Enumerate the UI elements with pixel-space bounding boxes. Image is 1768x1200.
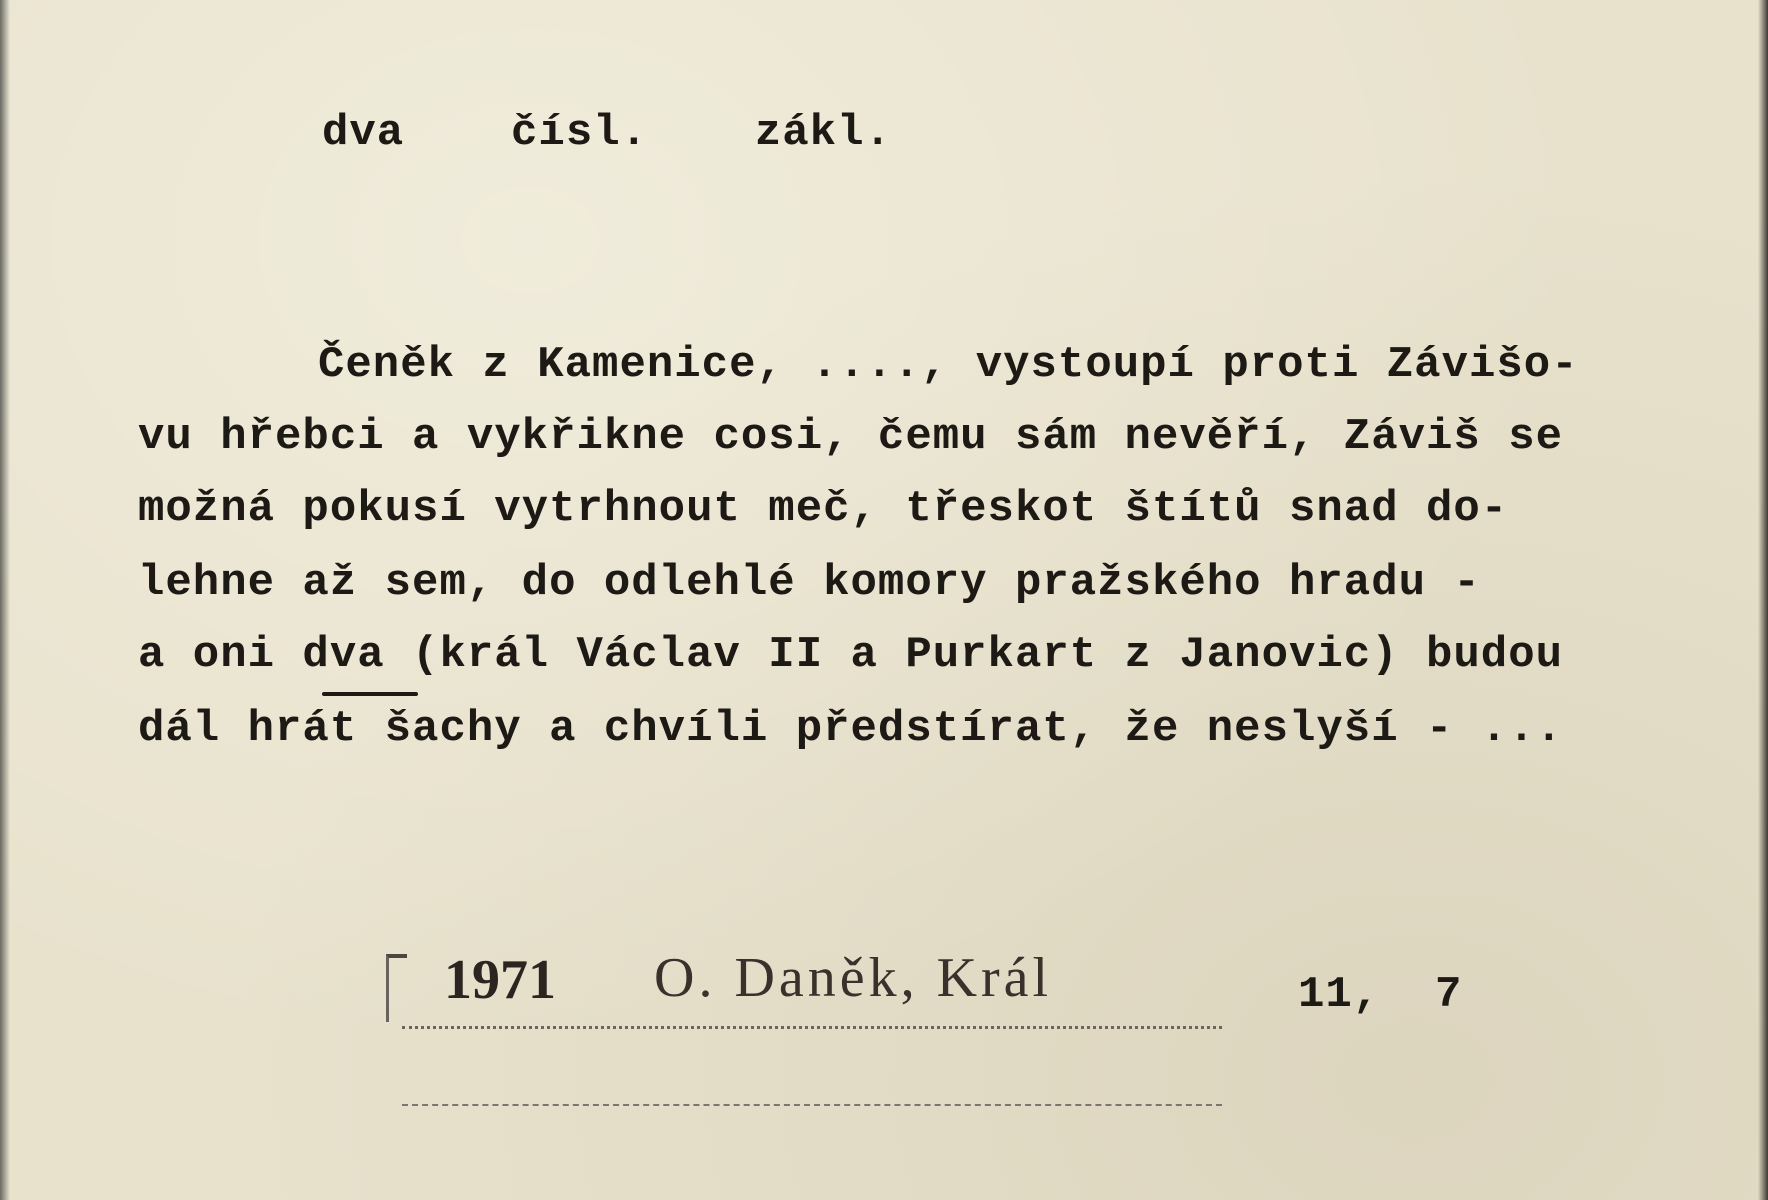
page-locator: 11, 7 <box>1298 970 1463 1020</box>
headword-underline <box>322 692 418 696</box>
headword: dva čísl. zákl. <box>322 108 892 158</box>
citation-line-5: a oni dva (král Václav II a Purkart z Janovic) budou <box>138 630 1564 680</box>
citation-line-1: Čeněk z Kamenice, ...., vystoupí proti Závišo- <box>318 340 1579 390</box>
bottom-rule <box>402 1104 1222 1106</box>
stamp-source: O. Daněk, Král <box>654 947 1053 1009</box>
card-left-edge <box>0 0 10 1200</box>
citation-line-3: možná pokusí vytrhnout meč, třeskot štítů snad do- <box>138 484 1509 534</box>
citation-line-4: lehne až sem, do odlehlé komory pražského hradu - <box>138 558 1481 608</box>
stamp-bracket <box>386 954 407 1022</box>
stamp-year: 1971 <box>444 949 556 1011</box>
citation-line-2: vu hřebci a vykřikne cosi, čemu sám nevěří, Záviš se <box>138 412 1564 462</box>
stamp-rule <box>402 1026 1222 1029</box>
citation-line-6: dál hrát šachy a chvíli předstírat, že neslyší - ... <box>138 704 1564 754</box>
card-right-edge <box>1758 0 1768 1200</box>
